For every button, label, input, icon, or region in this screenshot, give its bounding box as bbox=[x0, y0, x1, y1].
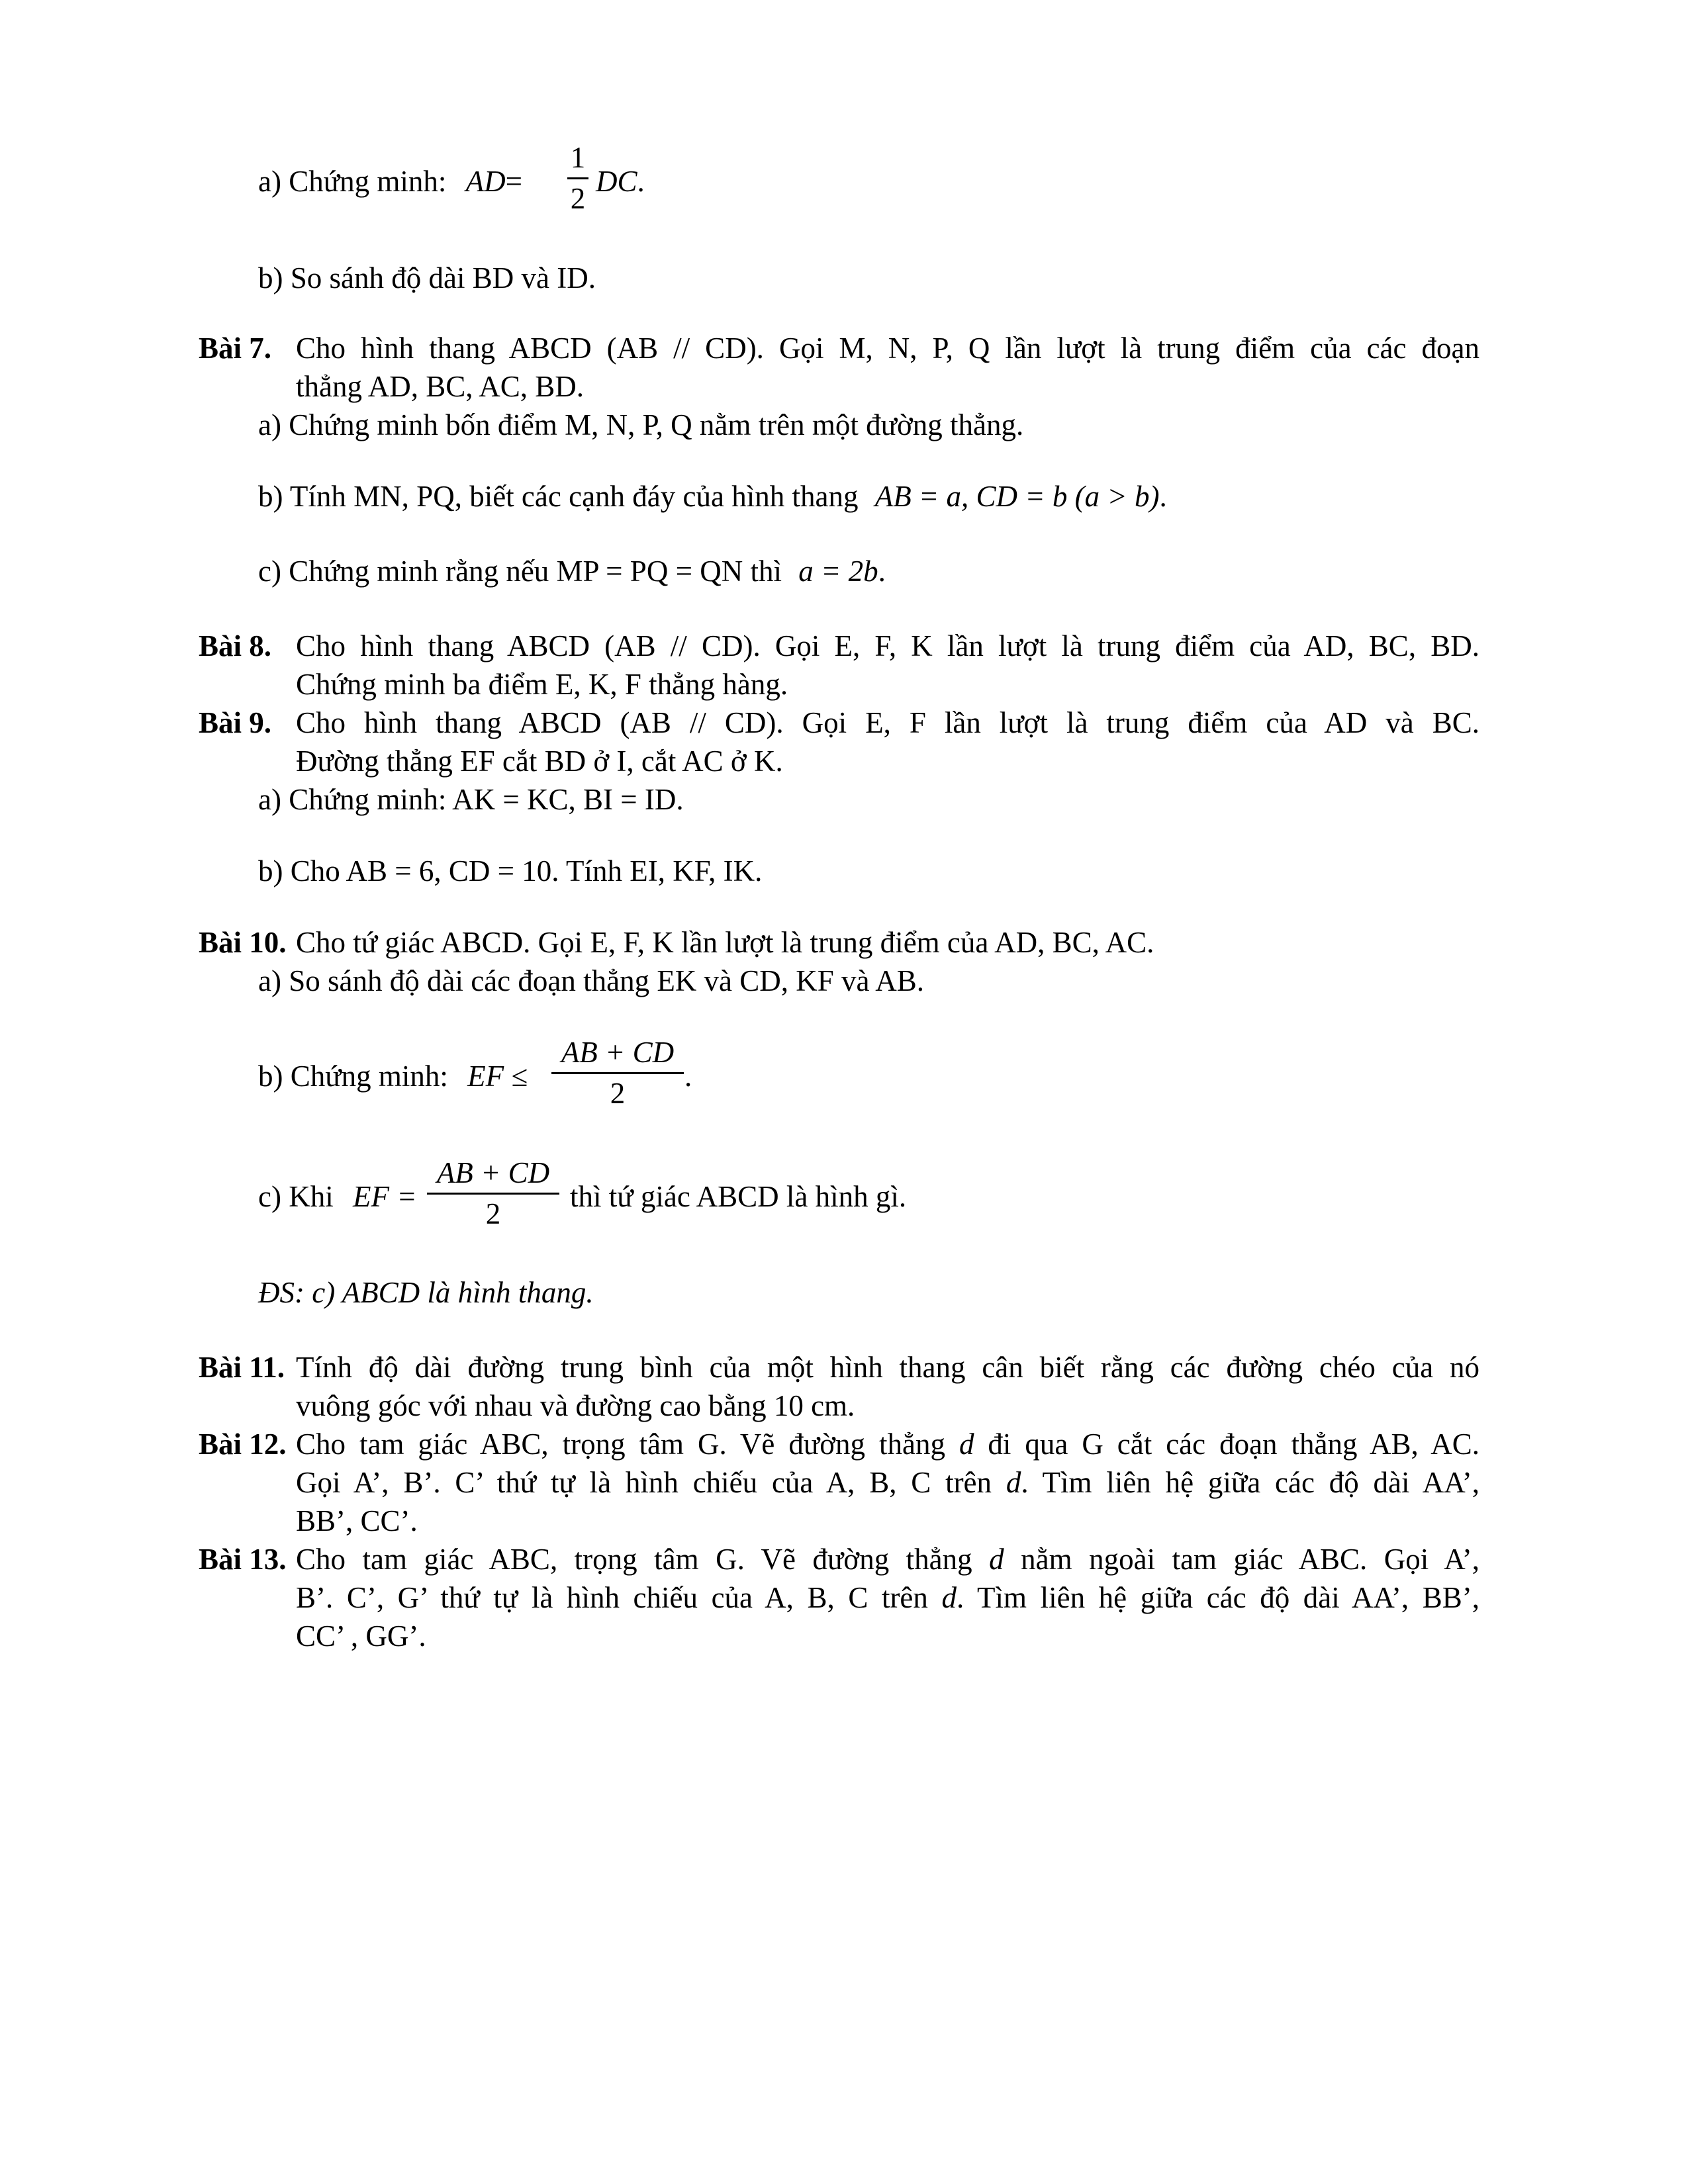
prev-a-label: a) Chứng minh: bbox=[258, 165, 447, 198]
bai8-label: Bài 8. bbox=[199, 629, 272, 662]
bai12-line1 bbox=[296, 1426, 1479, 1463]
bai7-line1: Cho hình thang ABCD (AB // CD). Gọi M, N, P, Q lần lượt là trung điểm của các đoạn bbox=[296, 332, 1479, 365]
bai12-line1-d: d bbox=[959, 1428, 974, 1461]
bai13-line1-part1: Cho tam giác ABC, trọng tâm G. Vẽ đường thẳng bbox=[296, 1543, 972, 1576]
bai9-part-b: b) Cho AB = 6, CD = 10. Tính EI, KF, IK. bbox=[258, 854, 763, 887]
bai12-line2-part2: . Tìm liên hệ giữa các độ dài AA’, bbox=[1021, 1466, 1480, 1499]
bai10-c-label: c) Khi bbox=[258, 1180, 334, 1213]
bai10-c-rest: thì tứ giác ABCD là hình gì. bbox=[570, 1180, 907, 1213]
prev-part-a bbox=[258, 163, 522, 200]
fraction-bar bbox=[427, 1193, 559, 1195]
bai7-b-text: b) Tính MN, PQ, biết các cạnh đáy của hình thang bbox=[258, 480, 859, 513]
bai12-line2-part1: Gọi A’, B’. C’ thứ tự là hình chiếu của A, B, C trên bbox=[296, 1466, 992, 1499]
bai10-b-fraction bbox=[551, 1036, 684, 1122]
prev-a-rhs: DC bbox=[596, 165, 637, 198]
bai13-label: Bài 13. bbox=[199, 1543, 287, 1576]
bai7-c-end: . bbox=[878, 555, 886, 588]
bai13-line1-part2: nằm ngoài tam giác ABC. Gọi A’, bbox=[1021, 1543, 1480, 1576]
bai12-line2-d: d bbox=[1006, 1466, 1021, 1499]
bai7-b-math: AB = a, CD = b (a > b) bbox=[874, 480, 1160, 513]
bai12-label: Bài 12. bbox=[199, 1428, 287, 1461]
bai12-line1-part2: đi qua G cắt các đoạn thẳng AB, AC. bbox=[988, 1428, 1479, 1461]
fraction-numerator: 1 bbox=[570, 141, 586, 174]
bai10-label: Bài 10. bbox=[199, 926, 287, 959]
fraction-bar bbox=[551, 1072, 684, 1074]
bai10-b-end: . bbox=[684, 1060, 692, 1093]
prev-part-b: b) So sánh độ dài BD và ID. bbox=[258, 261, 596, 295]
bai13-line2-part1: B’. C’, G’ thứ tự là hình chiếu của A, B, C trên bbox=[296, 1581, 928, 1614]
bai10-c-fraction bbox=[427, 1156, 559, 1242]
bai7-line2: thẳng AD, BC, AC, BD. bbox=[296, 370, 585, 403]
fraction-denominator: 2 bbox=[485, 1197, 501, 1230]
fraction-denominator: 2 bbox=[570, 182, 586, 215]
prev-a-fraction bbox=[565, 141, 591, 227]
bai13-line2-part2: . Tìm liên hệ giữa các độ dài AA’, BB’, bbox=[957, 1581, 1479, 1614]
bai9-part-a: a) Chứng minh: AK = KC, BI = ID. bbox=[258, 783, 684, 816]
bai13-line2-d: d bbox=[941, 1581, 957, 1614]
fraction-numerator: AB + CD bbox=[561, 1036, 675, 1069]
bai13-line2 bbox=[296, 1579, 1479, 1616]
bai10-b-label: b) Chứng minh: bbox=[258, 1060, 448, 1093]
bai7-c-math: a = 2b bbox=[798, 555, 878, 588]
bai10-b-lhs: EF ≤ bbox=[467, 1060, 528, 1093]
fraction-denominator: 2 bbox=[610, 1077, 626, 1110]
bai10-part-b bbox=[258, 1058, 528, 1095]
bai10-c-lhs: EF = bbox=[352, 1180, 417, 1213]
prev-a-lhs: AD bbox=[465, 165, 506, 198]
bai11-line2: vuông góc với nhau và đường cao bằng 10 cm. bbox=[296, 1389, 855, 1422]
bai9-line2: Đường thẳng EF cắt BD ở I, cắt AC ở K. bbox=[296, 745, 783, 778]
bai11-label: Bài 11. bbox=[199, 1351, 285, 1384]
bai12-line3: BB’, CC’. bbox=[296, 1504, 418, 1537]
bai7-label: Bài 7. bbox=[199, 332, 272, 365]
bai9-line1: Cho hình thang ABCD (AB // CD). Gọi E, F lần lượt là trung điểm của AD và BC. bbox=[296, 706, 1479, 739]
fraction-numerator: AB + CD bbox=[436, 1156, 550, 1189]
bai9-label: Bài 9. bbox=[199, 706, 272, 739]
bai8-line2: Chứng minh ba điểm E, K, F thẳng hàng. bbox=[296, 668, 788, 701]
bai13-line1-d: d bbox=[989, 1543, 1004, 1576]
bai10-answer: ĐS: c) ABCD là hình thang. bbox=[258, 1276, 594, 1309]
bai10-line1: Cho tứ giác ABCD. Gọi E, F, K lần lượt là trung điểm của AD, BC, AC. bbox=[296, 926, 1154, 959]
bai13-line3: CC’ , GG’. bbox=[296, 1619, 426, 1653]
prev-a-end: . bbox=[637, 165, 645, 198]
bai12-line2 bbox=[296, 1464, 1479, 1501]
bai7-c-text: c) Chứng minh rằng nếu MP = PQ = QN thì bbox=[258, 555, 782, 588]
bai11-line1: Tính độ dài đường trung bình của một hình thang cân biết rằng các đường chéo của nó bbox=[296, 1351, 1479, 1384]
bai7-b-end: . bbox=[1159, 480, 1167, 513]
bai8-line1: Cho hình thang ABCD (AB // CD). Gọi E, F, K lần lượt là trung điểm của AD, BC, BD. bbox=[296, 629, 1479, 662]
prev-a-rhs-wrap bbox=[596, 163, 645, 200]
bai10-part-a: a) So sánh độ dài các đoạn thẳng EK và CD, KF và AB. bbox=[258, 964, 925, 997]
bai10-part-c bbox=[258, 1178, 417, 1215]
fraction-bar bbox=[567, 177, 588, 179]
bai7-part-b bbox=[258, 478, 1167, 515]
bai12-line1-part1: Cho tam giác ABC, trọng tâm G. Vẽ đường thẳng bbox=[296, 1428, 945, 1461]
bai7-part-c bbox=[258, 553, 886, 590]
prev-a-eq: = bbox=[505, 165, 523, 198]
bai7-part-a: a) Chứng minh bốn điểm M, N, P, Q nằm trên một đường thẳng. bbox=[258, 408, 1024, 441]
bai13-line1 bbox=[296, 1541, 1479, 1578]
